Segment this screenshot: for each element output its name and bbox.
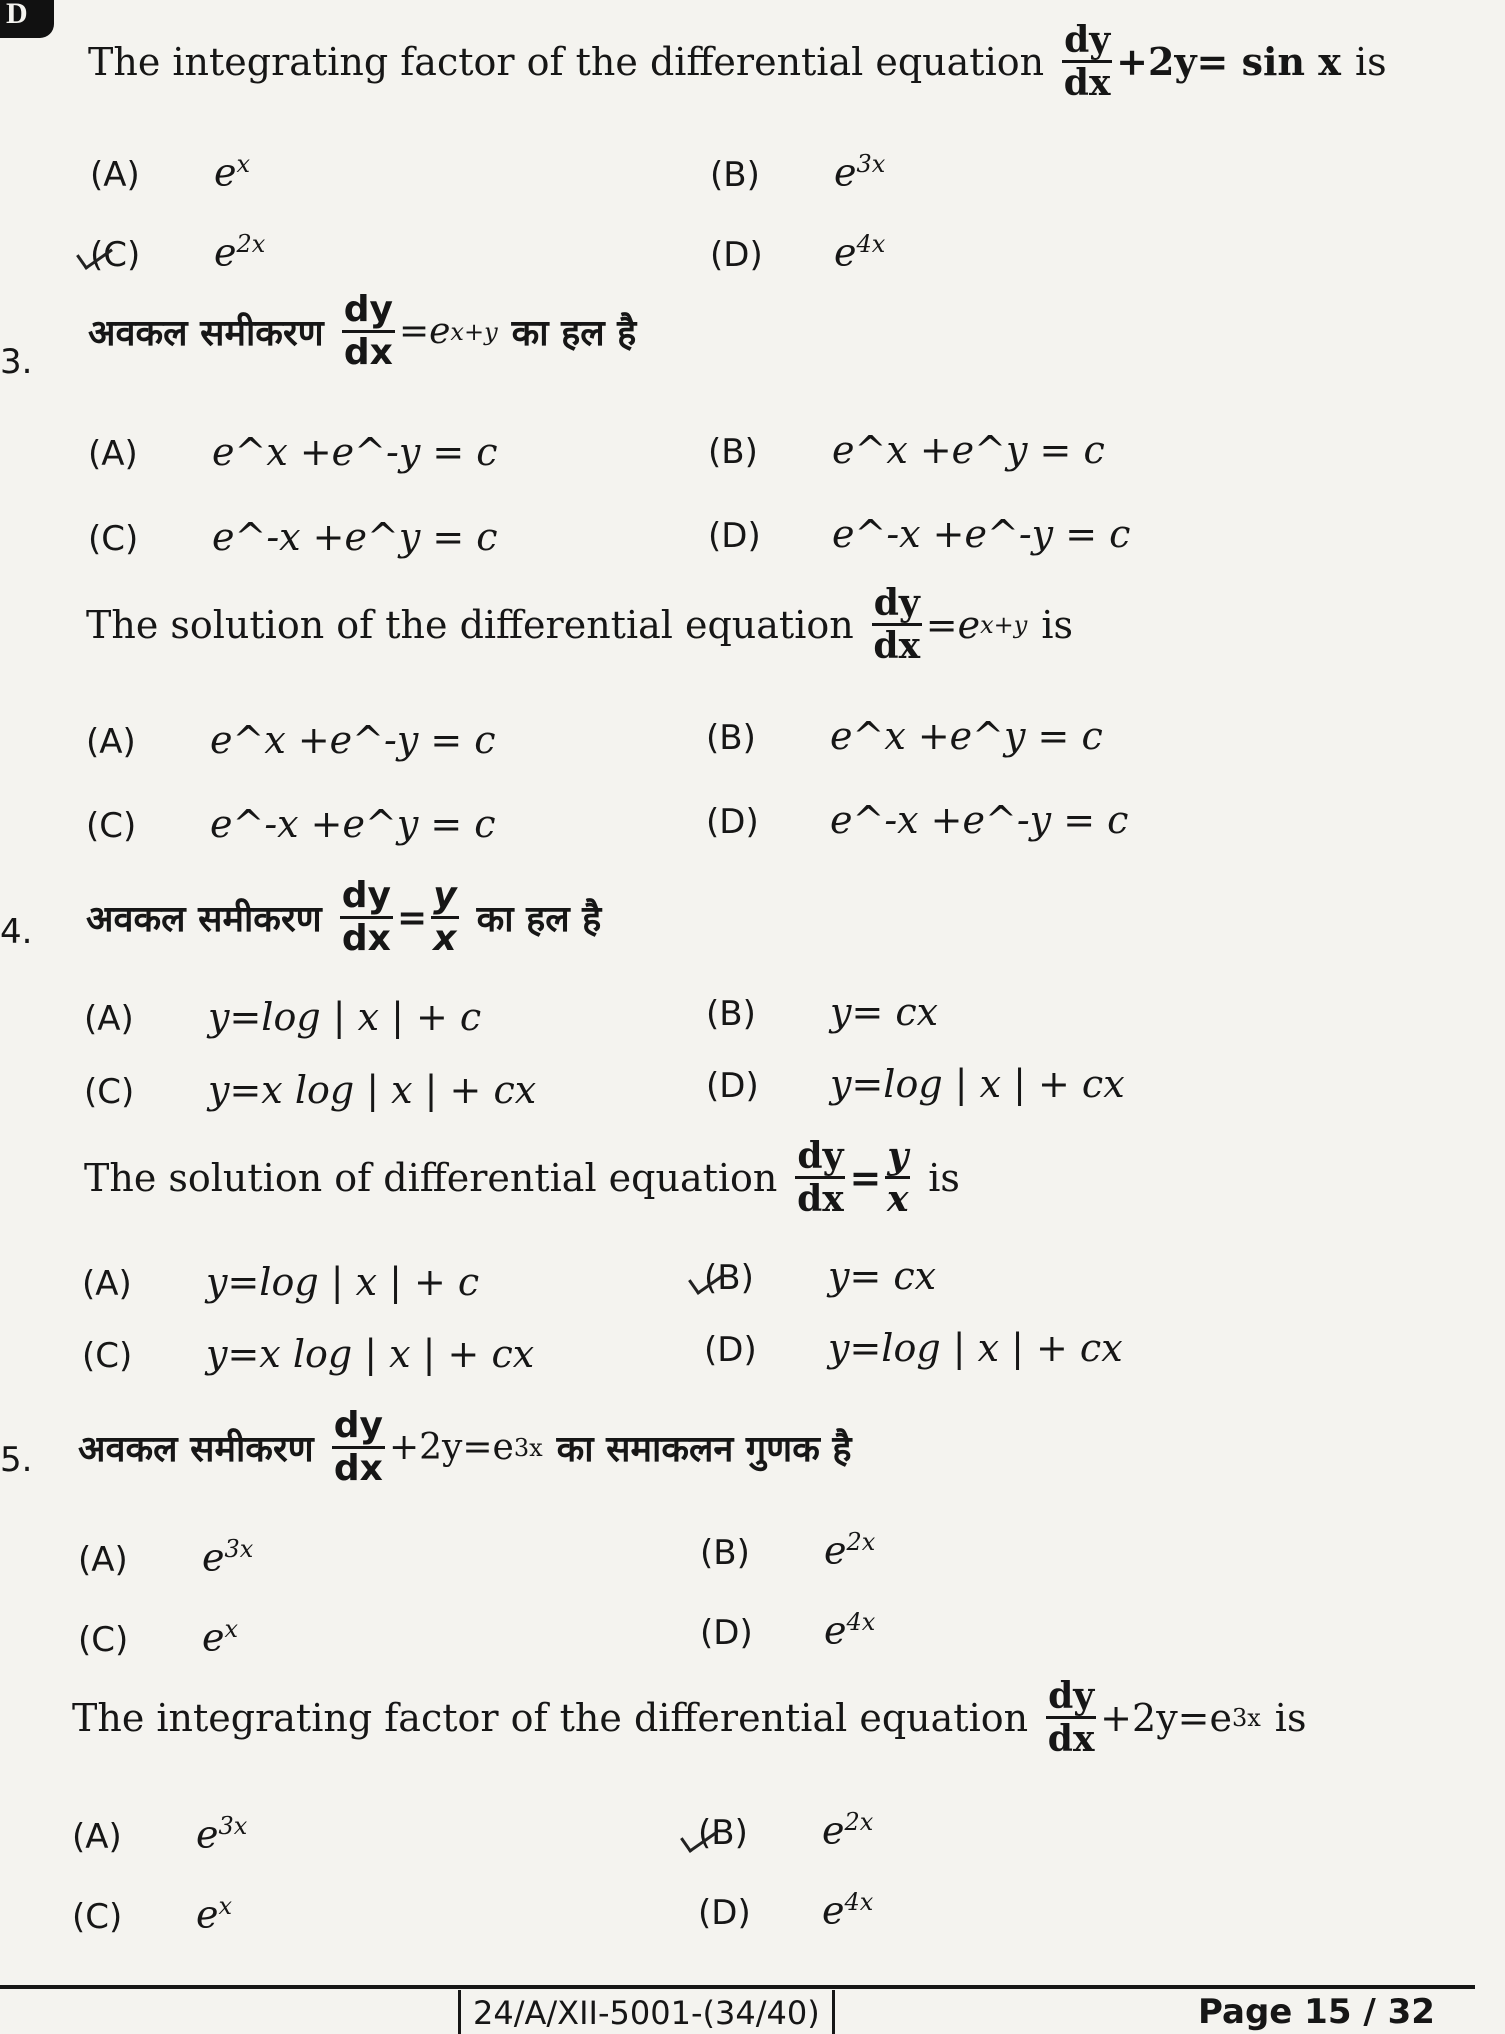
option-a[interactable]: (A) $e^x$ — [90, 150, 251, 195]
stem-text: The solution of the differential equation — [86, 602, 854, 647]
question-number: 5. — [0, 1440, 33, 1480]
option-d[interactable]: (D) y=log | x | + cx — [704, 1326, 1123, 1370]
option-a[interactable]: (A) e^x +e^-y = c — [88, 430, 498, 474]
fraction: $\frac{y}{x}$ — [433, 875, 457, 959]
equation-rhs: +2y=e 3x — [1100, 1695, 1261, 1740]
option-b[interactable]: (B) $e^{3x}$ — [710, 150, 886, 195]
option-c[interactable]: (C) e^-x +e^y = c — [88, 515, 498, 559]
question-stem: अवकल समीकरण $\frac{dy}{dx}$ = $\frac{y}{x}$ का हल है — [86, 875, 602, 959]
question-stem — [88, 289, 637, 373]
fraction — [1062, 19, 1112, 104]
option-d[interactable]: (D) e^-x +e^-y = c — [708, 512, 1131, 556]
option-d[interactable]: (D) $e^{4x}$ — [700, 1608, 876, 1653]
stem-text: अवकल समीकरण — [78, 1429, 314, 1470]
option-b[interactable]: (B) $e^{2x}$ — [698, 1808, 874, 1853]
fraction: $\frac{dy}{dx}$ — [333, 1405, 383, 1489]
option-d[interactable]: (D) y=log | x | + cx — [706, 1062, 1125, 1106]
stem-tail: is — [1274, 1695, 1307, 1740]
equation-rhs: =e x+y — [925, 602, 1028, 647]
fraction: $\frac{dy}{dx}$ — [1047, 1675, 1095, 1760]
fraction: $\frac{dy}{dx}$ — [341, 875, 391, 959]
fraction-numerator: dy — [342, 292, 395, 333]
fraction — [342, 289, 395, 373]
option-c[interactable]: (C) $e^{2x}$ — [90, 230, 266, 275]
option-label: (A) — [90, 154, 140, 195]
option-d[interactable]: (D) $e^{4x}$ — [698, 1888, 874, 1933]
option-a[interactable]: (A) y=log | x | + c — [82, 1260, 480, 1304]
footer-rule — [0, 1985, 1475, 1989]
stem-tail: का समाकलन गुणक है — [556, 1429, 852, 1470]
option-b[interactable]: (B) $e^{2x}$ — [700, 1528, 876, 1573]
fraction-denominator: dx — [1063, 62, 1111, 104]
stem-tail: is — [1354, 39, 1387, 84]
option-c[interactable]: (C) $e^x$ — [78, 1615, 239, 1660]
paper-code: 24/A/XII-5001-(34/40) — [458, 1990, 835, 2034]
stem-text: The integrating factor of the differential equation — [72, 1695, 1029, 1740]
option-a[interactable]: (A) e^x +e^-y = c — [86, 718, 496, 762]
question-stem — [88, 19, 1387, 104]
option-b[interactable]: (B) e^x +e^y = c — [708, 428, 1105, 472]
option-label: (B) — [710, 154, 760, 195]
question-number: 3. — [0, 342, 33, 382]
option-label: (C) — [90, 234, 141, 275]
option-a[interactable]: (A) $e^{3x}$ — [78, 1535, 254, 1580]
stem-tail: is — [1041, 602, 1073, 647]
option-c[interactable]: (C) y=x log | x | + cx — [82, 1332, 535, 1376]
stem-text: अवकल समीकरण — [86, 899, 322, 940]
option-b[interactable]: (B) y= cx — [706, 990, 939, 1034]
question-stem — [72, 1675, 1307, 1760]
option-d[interactable]: (D) $e^{4x}$ — [710, 230, 886, 275]
option-b[interactable]: (B) e^x +e^y = c — [706, 714, 1103, 758]
question-number: 4. — [0, 912, 33, 952]
option-c[interactable]: (C) y=x log | x | + cx — [84, 1068, 537, 1112]
stem-text: The integrating factor of the differential equation — [88, 39, 1045, 84]
fraction-numerator: dy — [1064, 19, 1111, 61]
stem-tail: का हल है — [476, 899, 602, 940]
option-label: (D) — [710, 234, 763, 275]
option-c[interactable]: (C) $e^x$ — [72, 1892, 233, 1937]
stem-tail: is — [928, 1155, 960, 1200]
page-number: Page 15 / 32 — [1198, 1992, 1435, 2032]
option-d[interactable]: (D) e^-x +e^-y = c — [706, 798, 1129, 842]
fraction: $\frac{y}{x}$ — [887, 1135, 909, 1220]
stem-text: अवकल समीकरण — [88, 313, 324, 354]
question-stem: The solution of differential equation $\frac{dy}{dx}$ = $\frac{y}{x}$ is — [84, 1135, 960, 1220]
option-c[interactable]: (C) e^-x +e^y = c — [86, 802, 496, 846]
fraction-denominator: dx — [343, 332, 393, 373]
question-stem — [78, 1405, 852, 1489]
equation-rhs: +2y= sin x — [1116, 39, 1341, 84]
section-tab: D — [0, 0, 54, 38]
option-b[interactable]: (B) y= cx — [704, 1254, 937, 1298]
equation-rhs: =e x+y — [398, 311, 498, 352]
option-a[interactable]: (A) y=log | x | + c — [84, 995, 482, 1039]
fraction: $\frac{dy}{dx}$ — [797, 1135, 844, 1220]
fraction: $\frac{dy}{dx}$ — [873, 582, 921, 667]
question-stem — [86, 582, 1073, 667]
equation-rhs: +2y=e 3x — [388, 1427, 543, 1468]
stem-text: The solution of differential equation — [84, 1155, 778, 1200]
stem-tail: का हल है — [511, 313, 637, 354]
option-a[interactable]: (A) $e^{3x}$ — [72, 1812, 248, 1857]
